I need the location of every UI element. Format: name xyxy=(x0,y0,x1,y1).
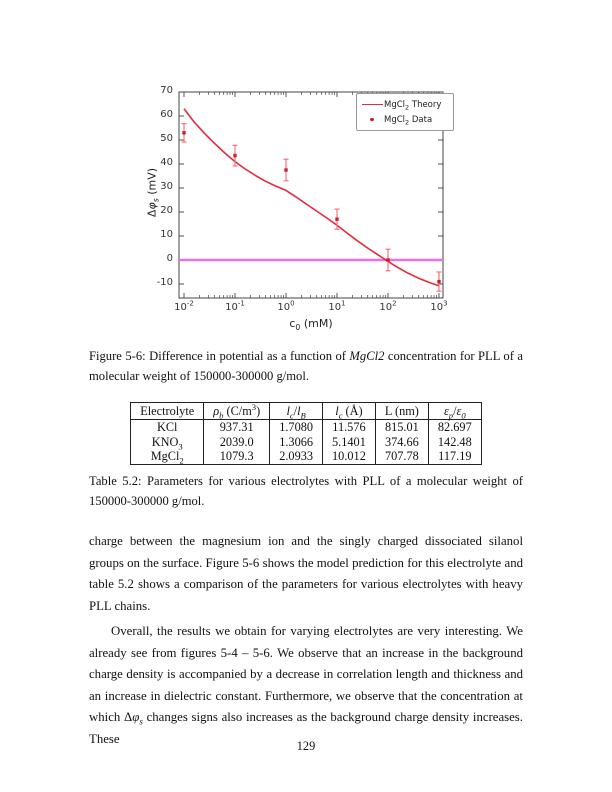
parameters-table xyxy=(130,402,481,465)
y-tick-label: 70 xyxy=(160,85,173,96)
y-tick-label: 60 xyxy=(160,109,173,120)
table-cell: 1.7080 xyxy=(270,420,323,435)
x-tick-label: $10^0$ xyxy=(277,299,295,313)
y-tick-label: 50 xyxy=(160,133,173,144)
table-header-cell: L (nm) xyxy=(375,403,428,420)
y-tick-label: 0 xyxy=(166,253,173,264)
table-row xyxy=(131,435,481,450)
x-tick-label: $10^2$ xyxy=(379,299,397,313)
table-cell: 142.48 xyxy=(428,435,481,450)
y-tick-label: -10 xyxy=(156,277,173,288)
x-tick-label: $10^{-1}$ xyxy=(225,299,245,313)
chart-legend xyxy=(356,93,454,131)
legend-line-sample xyxy=(360,104,384,105)
body-paragraph-2: Overall, the results we obtain for varying electrolytes are very interesting. We already see from figures 5-4 – 5-6. We observe that an increase in the background charge density is accompanied by a decrease in correlation length and thickness and an increase in dielectric constant. Furthermore, we observe that the concentration at which $\Delta\varphi_s$ changes signs also increases as the background charge density increases. These xyxy=(89,624,523,746)
figure-caption xyxy=(89,347,523,386)
page-number: 129 xyxy=(296,739,316,753)
table-header-cell: $\rho_b$ $(C/m^3)$ xyxy=(204,403,270,420)
table-row xyxy=(131,420,481,435)
figure-caption-suffix: concentration for PLL of a molecular weight of 150000-300000 g/mol. xyxy=(89,349,523,383)
x-tick-label: $10^3$ xyxy=(430,299,448,313)
table-cell: 374.66 xyxy=(375,435,428,450)
table-header-cell: $l_c/l_B$ xyxy=(270,403,323,420)
body-paragraph-1: charge between the magnesium ion and the singly charged dissociated silanol groups on the surface. Figure 5-6 shows the model prediction for this electrolyte and table 5.2 shows a comparison of the parameters for various electrolytes with heavy PLL chains. xyxy=(89,534,523,613)
legend-entry-theory xyxy=(360,97,450,112)
table-cell: KCl xyxy=(156,420,178,434)
figure-caption-math: MgCl2 xyxy=(349,349,385,363)
y-tick-label: 30 xyxy=(160,181,173,192)
table-cell: 2.0933 xyxy=(270,449,323,464)
figure-caption-prefix: Figure 5-6: Difference in potential as a function of xyxy=(89,349,350,363)
table-cell: $KNO_3$ xyxy=(151,434,183,451)
table-cell: 11.576 xyxy=(323,420,376,435)
table-cell: 937.31 xyxy=(204,420,270,435)
table-cell: 815.01 xyxy=(375,420,428,435)
y-tick-label: 40 xyxy=(160,157,173,168)
figure-5-6-chart xyxy=(114,82,496,344)
table-cell: 707.78 xyxy=(375,449,428,464)
table-cell: 5.1401 xyxy=(323,435,376,450)
legend-dot-sample xyxy=(360,118,384,122)
x-tick-label: $10^{-2}$ xyxy=(174,299,194,313)
x-tick-label: $10^1$ xyxy=(328,299,346,313)
table-header-cell: Electrolyte xyxy=(131,403,204,420)
x-axis-label: $c_0$ (mM) xyxy=(289,317,333,333)
table-header-row xyxy=(131,403,481,420)
table-cell: 2039.0 xyxy=(204,435,270,450)
table-cell: 1.3066 xyxy=(270,435,323,450)
table-cell: 10.012 xyxy=(323,449,376,464)
y-tick-label: 10 xyxy=(160,229,173,240)
table-cell: MgCl$_2$ xyxy=(150,449,184,466)
table-header-cell: $l_c$ (Å) xyxy=(323,403,376,420)
table-row xyxy=(131,449,481,464)
legend-entry-data xyxy=(360,112,450,127)
legend-label-theory: MgCl$_2$ Theory xyxy=(384,99,442,112)
table-caption: Table 5.2: Parameters for various electrolytes with PLL of a molecular weight of 150000-300000 g/mol. xyxy=(89,474,523,508)
parameters-table-wrapper xyxy=(89,402,523,465)
table-cell: 117.19 xyxy=(428,449,481,464)
table-cell: 82.697 xyxy=(428,420,481,435)
table-cell: 1079.3 xyxy=(204,449,270,464)
table-header-cell: $\varepsilon_p/\varepsilon_0$ xyxy=(428,403,481,420)
y-tick-label: 20 xyxy=(160,205,173,216)
y-axis-label: $\Delta\varphi_s$ (mV) xyxy=(145,167,161,218)
legend-label-data: MgCl$_2$ Data xyxy=(384,114,433,127)
